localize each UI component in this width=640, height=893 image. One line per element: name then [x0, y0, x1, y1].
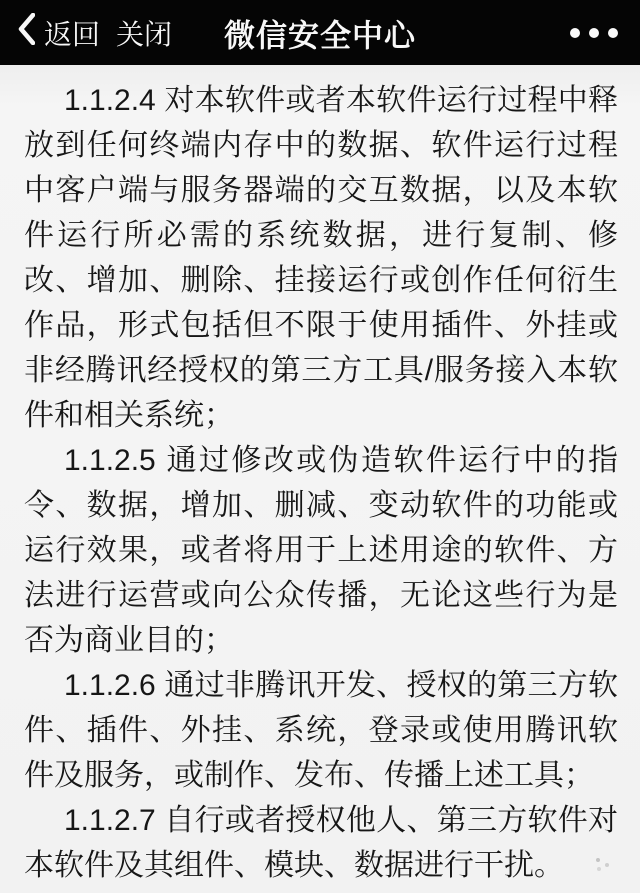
clause-1-1-2-4: [24, 78, 618, 438]
clause-1-1-2-5: [24, 438, 618, 663]
clause-1-1-2-7: [24, 798, 618, 888]
terms-document: [0, 65, 640, 893]
ellipsis-icon: [608, 28, 618, 38]
navbar-left-group: [18, 13, 172, 53]
back-button-label: 返回: [44, 18, 101, 50]
clause-text: 通过非腾讯开发、授权的第三方软件、插件、外挂、系统，登录或使用腾讯软件及服务，或制作、发布、传播上述工具；: [24, 669, 619, 792]
clause-number: 1.1.2.6: [64, 669, 156, 702]
ellipsis-icon: [589, 28, 599, 38]
back-button[interactable]: [18, 13, 100, 53]
close-button[interactable]: [116, 13, 172, 53]
clause-number: 1.1.2.5: [64, 444, 156, 477]
more-menu-button[interactable]: [570, 24, 618, 42]
ellipsis-icon: [570, 28, 580, 38]
page-title: 微信安全中心: [224, 18, 416, 53]
clause-text: 通过修改或伪造软件运行中的指令、数据，增加、删减、变动软件的功能或运行效果，或者将用于上述用途的软件、方法进行运营或向公众传播，无论这些行为是否为商业目的；: [24, 444, 618, 657]
clause-text: 对本软件或者本软件运行过程中释放到任何终端内存中的数据、软件运行过程中客户端与服务器端的交互数据，以及本软件运行所必需的系统数据，进行复制、修改、增加、删除、挂接运行或创作任何衍生作品，形式包括但不限于使用插件、外挂或非经腾讯经授权的第三方工具/服务接入本软件和相关系统；: [24, 84, 619, 432]
back-chevron-icon: [18, 13, 35, 52]
photo-noise-artifact: [596, 858, 600, 862]
navbar: [0, 0, 640, 65]
clause-number: 1.1.2.7: [64, 804, 156, 837]
clause-number: 1.1.2.4: [64, 84, 156, 117]
close-button-label: 关闭: [116, 18, 173, 50]
clause-text: 自行或者授权他人、第三方软件对本软件及其组件、模块、数据进行干扰。: [24, 804, 619, 882]
clause-1-1-2-6: [24, 663, 618, 798]
